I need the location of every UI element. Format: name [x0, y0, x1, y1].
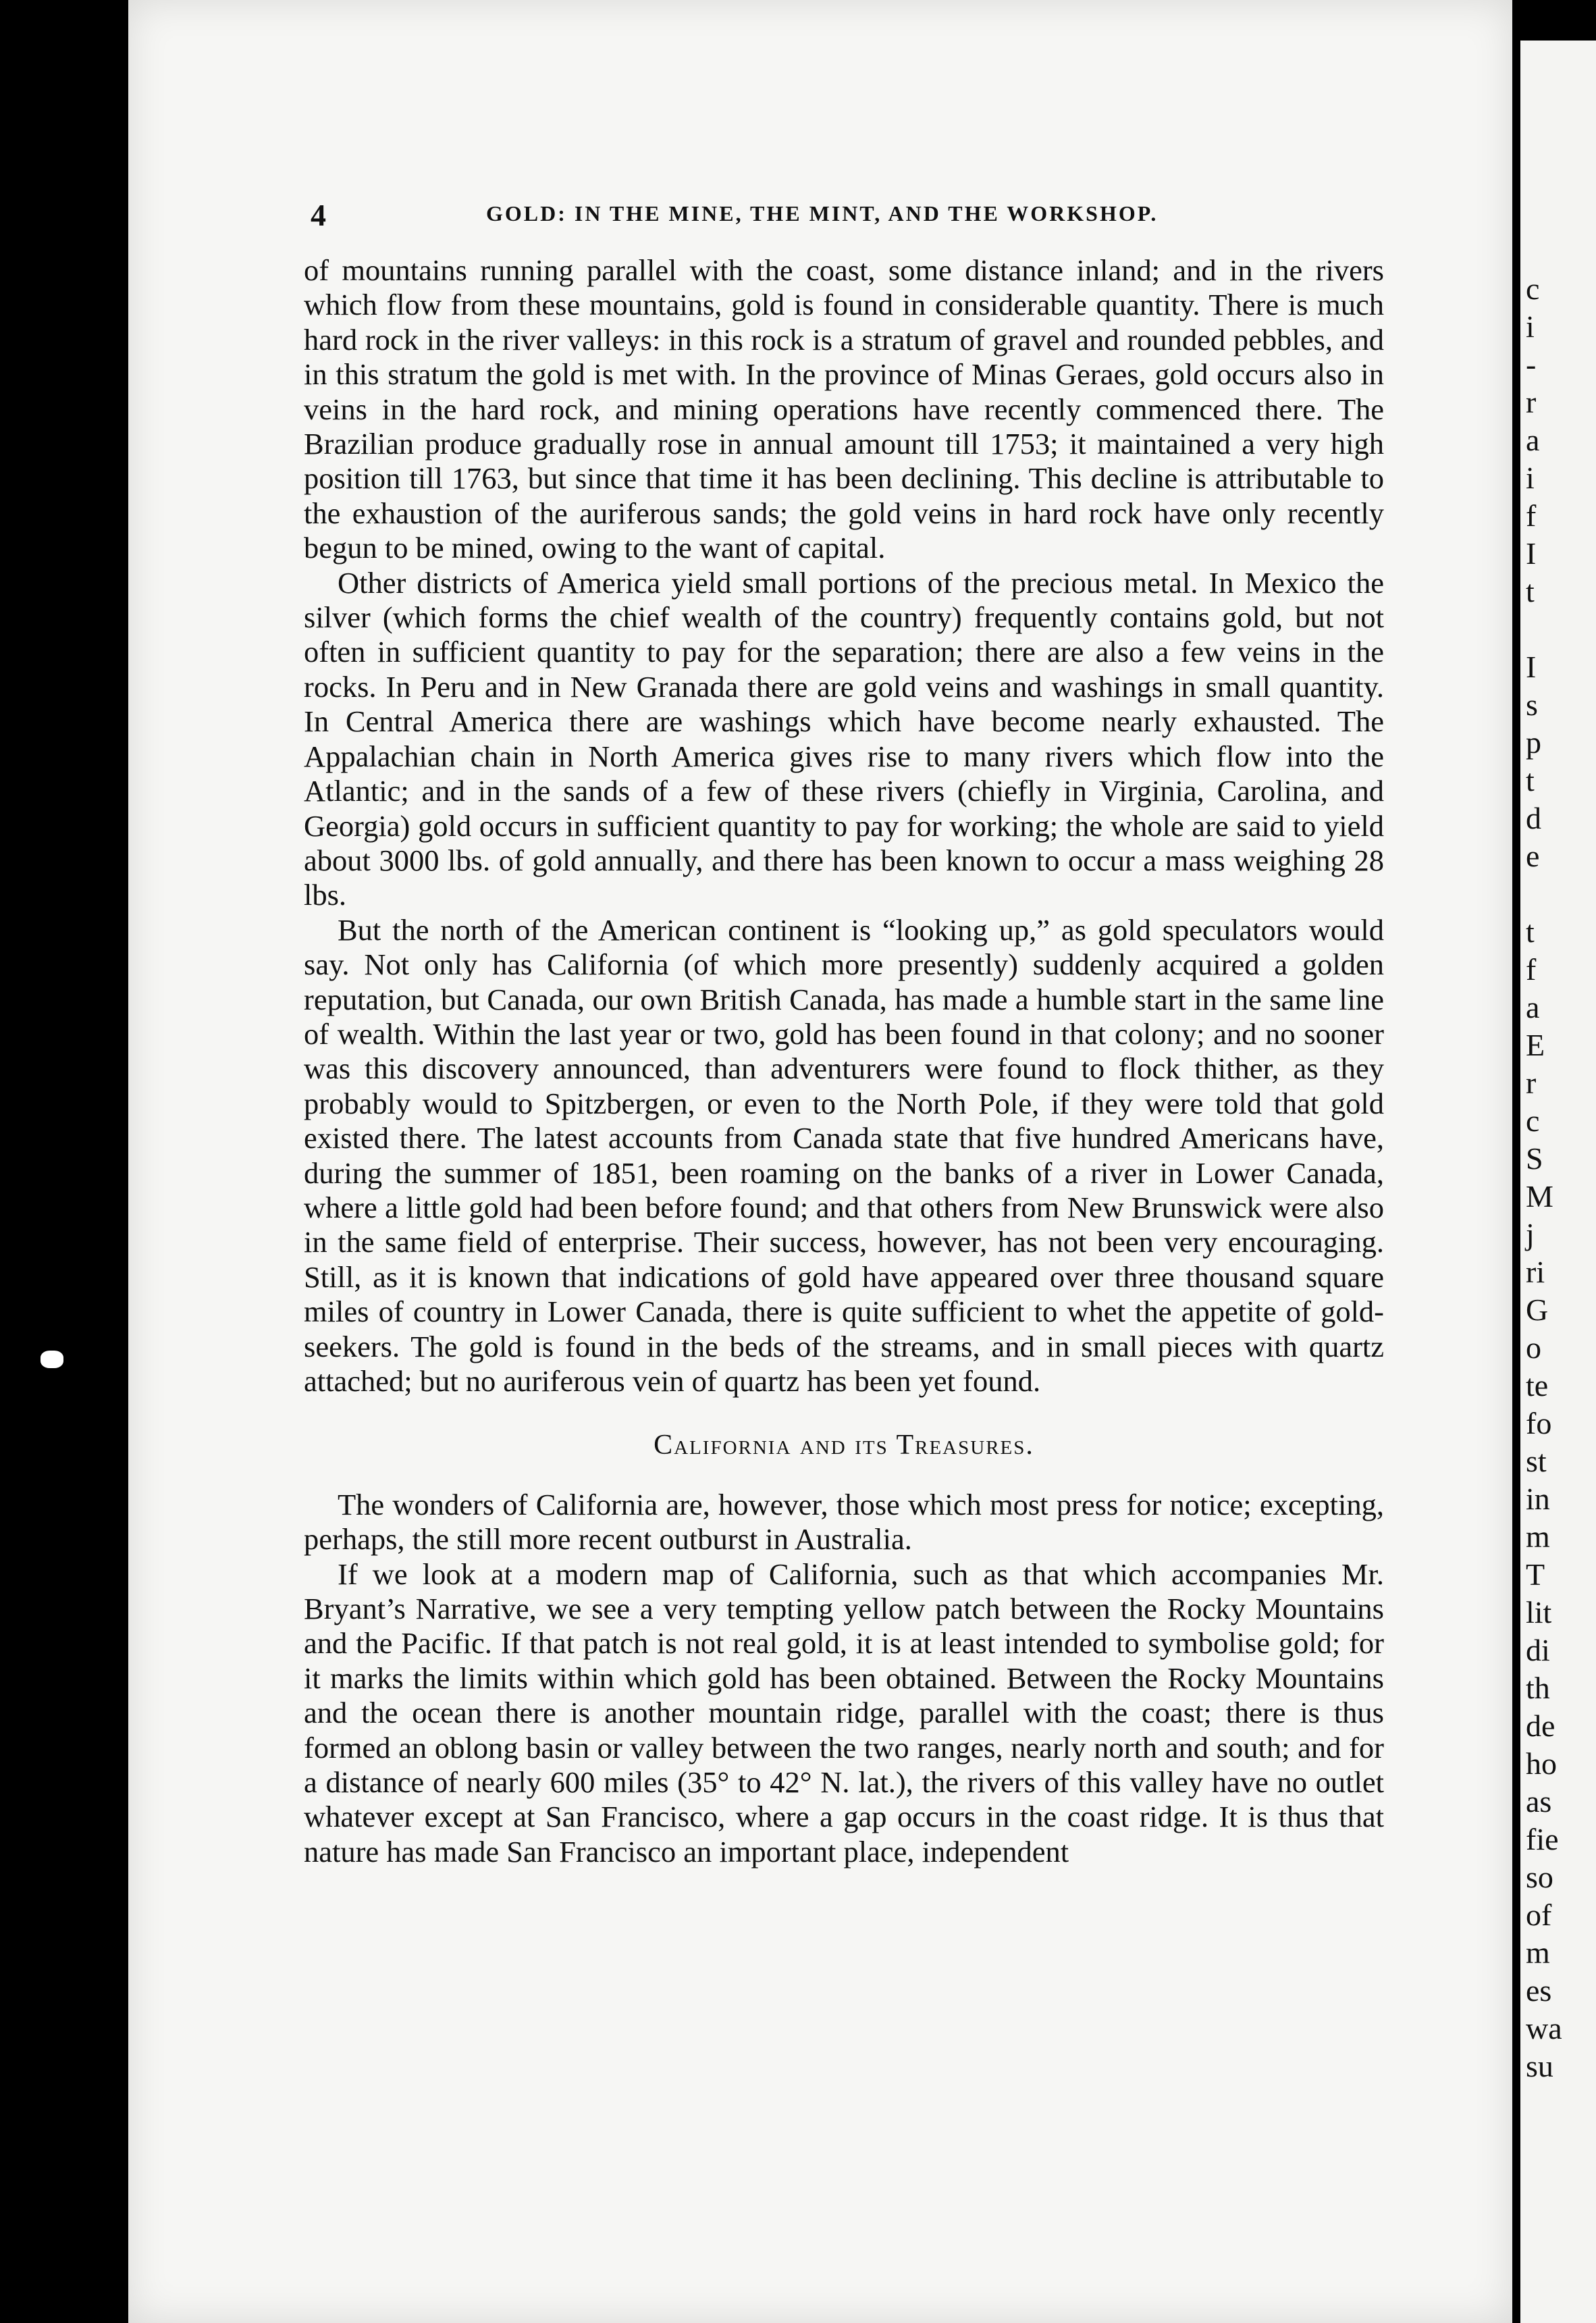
facing-page-fragment: t: [1526, 763, 1535, 798]
facing-page-fragment: su: [1526, 2049, 1553, 2083]
paragraph-3: But the north of the American continent is “looking up,” as gold speculators would say. Not only has California (of which more presently) suddenly acquired a golden reputation, but Canada, our own British Canada, has made a humble start in the same line of wealth. Within the last year or two, gold has been found in that colony; and no sooner was this discovery announced, than adventurers were found to flock thither, as they probably would to Spitzbergen, or even to the North Pole, if they were told that gold existed there. The latest accounts from Canada state that five hundred Americans have, during the summer of 1851, been roaming on the banks of a river in Lower Canada, where a little gold had been before found; and that others from New Brunswick were also in the same field of enterprise. Their success, however, has not been very encouraging. Still, as it is known that indications of gold have appeared over three thousand square miles of country in Lower Canada, there is quite sufficient to whet the appetite of gold-seekers. The gold is found in the beds of the streams, and in small pieces with quartz attached; but no auriferous vein of quartz has been yet found.: [304, 912, 1384, 1398]
facing-page-fragment: m: [1526, 1519, 1550, 1554]
facing-page-fragment: o: [1526, 1330, 1541, 1365]
facing-page-fragment: fo: [1526, 1406, 1552, 1440]
facing-page-fragment: G: [1526, 1293, 1549, 1327]
paragraph-1: of mountains running parallel with the coast, some distance inland; and in the rivers which flow from these mountains, gold is found in considerable quantity. There is much hard rock in the river valleys: in this rock is a stratum of gravel and rounded pebbles, and in this stratum the gold is met with. In the province of Minas Geraes, gold occurs also in veins in the hard rock, and mining operations have recently commenced there. The Brazilian produce gradually rose in annual amount till 1753; it maintained a very high position till 1763, but since that time it has been declining. This decline is attributable to the exhaustion of the auriferous sands; the gold veins in hard rock have only recently begun to be mined, owing to the want of capital.: [304, 253, 1384, 565]
facing-page-fragment: fie: [1526, 1822, 1559, 1856]
facing-page-fragment: i: [1526, 309, 1535, 344]
facing-page-fragment: ho: [1526, 1746, 1557, 1781]
facing-page-fragment: m: [1526, 1935, 1550, 1970]
paper-speck: [41, 1351, 63, 1368]
facing-page-fragment: wa: [1526, 2011, 1562, 2045]
facing-page-fragment: i: [1526, 461, 1535, 495]
facing-page-fragment: t: [1526, 914, 1535, 949]
section-heading: California and its Treasures.: [654, 1430, 1034, 1461]
facing-page-fragment: lit: [1526, 1595, 1552, 1629]
facing-page-fragment: de: [1526, 1708, 1555, 1743]
facing-page-fragment: di: [1526, 1633, 1550, 1667]
body-text: [304, 253, 1384, 1869]
facing-page-fragment: S: [1526, 1141, 1543, 1176]
paragraph-4: The wonders of California are, however, those which most press for notice; excepting, perhaps, the still more recent outburst in Australia.: [304, 1487, 1384, 1557]
facing-page-fragment: te: [1526, 1368, 1549, 1403]
facing-page-fragment: c: [1526, 1103, 1540, 1138]
page-number: 4: [311, 198, 326, 232]
facing-page-fragment: a: [1526, 423, 1540, 457]
facing-page-letters: [1520, 41, 1596, 2085]
facing-page-fragment: p: [1526, 725, 1541, 760]
facing-page-edge: [1520, 41, 1596, 2323]
facing-page-fragment: T: [1526, 1557, 1545, 1592]
facing-page-fragment: ri: [1526, 1255, 1545, 1289]
facing-page-fragment: -: [1526, 347, 1537, 382]
facing-page-fragment: e: [1526, 839, 1540, 873]
paragraph-5: If we look at a modern map of California, such as that which accompanies Mr. Bryant’s Narrative, we see a very tempting yellow patch between the Rocky Mountains and the Pacific. If that patch is not real gold, it is at least intended to symbolise gold; for it marks the limits within which gold has been obtained. Between the Rocky Mountains and the ocean there is another mountain ridge, parallel with the coast; there is thus formed an oblong basin or valley between the two ranges, nearly north and south; and for a distance of nearly 600 miles (35° to 42° N. lat.), the rivers of this valley have no outlet whatever except at San Francisco, where a gap occurs in the coast ridge. It is thus that nature has made San Francisco an important place, independent: [304, 1557, 1384, 1869]
facing-page-fragment: of: [1526, 1898, 1552, 1932]
facing-page-fragment: f: [1526, 952, 1537, 987]
facing-page-fragment: f: [1526, 498, 1537, 533]
facing-page-fragment: as: [1526, 1784, 1552, 1819]
facing-page-fragment: es: [1526, 1973, 1552, 2008]
facing-page-fragment: t: [1526, 574, 1535, 608]
facing-page-fragment: [1520, 875, 1596, 913]
facing-page-fragment: in: [1526, 1482, 1550, 1516]
facing-page-fragment: so: [1526, 1860, 1553, 1894]
facing-page-fragment: st: [1526, 1444, 1547, 1478]
facing-page-fragment: r: [1526, 1066, 1537, 1100]
running-title: GOLD: IN THE MINE, THE MINT, AND THE WORKSHOP.: [486, 201, 1159, 226]
facing-page-fragment: M: [1526, 1179, 1553, 1213]
paragraph-2: Other districts of America yield small portions of the precious metal. In Mexico the silver (which forms the chief wealth of the country) frequently contains gold, but not often in sufficient quantity to pay for the separation; there are also a few veins in the rocks. In Peru and in New Granada there are gold veins and washings in small quantity. In Central America there are washings which have become nearly exhausted. The Appalachian chain in North America gives rise to many rivers which flow into the Atlantic; and in the sands of a few of these rivers (chiefly in Virginia, Carolina, and Georgia) gold occurs in sufficient quantity to pay for working; the whole are said to yield about 3000 lbs. of gold annually, and there has been known to occur a mass weighing 28 lbs.: [304, 565, 1384, 912]
facing-page-fragment: j: [1526, 1217, 1535, 1251]
facing-page-fragment: I: [1526, 536, 1537, 571]
facing-page-fragment: [1520, 610, 1596, 648]
facing-page-fragment: d: [1526, 801, 1541, 835]
facing-page-fragment: I: [1526, 650, 1537, 684]
facing-page-fragment: E: [1526, 1028, 1545, 1062]
facing-page-fragment: a: [1526, 990, 1540, 1024]
facing-page-fragment: s: [1526, 687, 1538, 722]
facing-page-fragment: th: [1526, 1671, 1550, 1705]
facing-page-fragment: r: [1526, 385, 1537, 419]
facing-page-fragment: c: [1526, 271, 1540, 306]
